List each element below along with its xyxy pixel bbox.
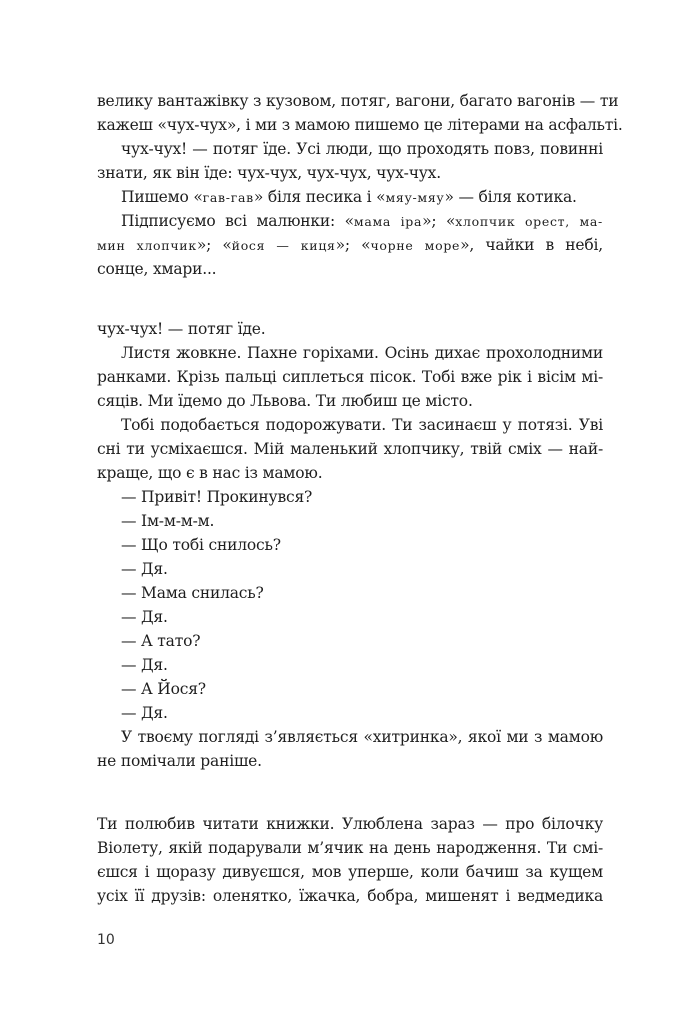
text-run: Пишемо «	[121, 188, 203, 206]
dialogue-line: — Дя.	[121, 560, 168, 578]
text-line: чух-чух! — потяг їде.	[97, 320, 266, 338]
text-line: ранками. Крізь пальці сиплеться пісок. Тобі вже рік і вісім мі-	[97, 368, 603, 386]
dialogue-line: — Мама снилась?	[121, 584, 264, 602]
text-run: » біля песика і «	[253, 188, 386, 206]
page-number: 10	[97, 932, 115, 948]
dialogue-line: — Що тобі снилось?	[121, 536, 281, 554]
text-run: Підписуємо всі малюнки: «	[121, 212, 354, 230]
dialogue-line: — Дя.	[121, 704, 168, 722]
text-line: Листя жовкне. Пахне горіхами. Осінь дихає прохолодними	[121, 344, 603, 362]
text-line	[97, 233, 603, 257]
text-line: сяців. Ми їдемо до Львова. Ти любиш це місто.	[97, 392, 473, 410]
small-caps-run: хлопчик орест, ма-	[455, 214, 603, 229]
text-line: єшся і щоразу дивуєшся, мов уперше, коли бачиш за кущем	[97, 863, 603, 881]
dialogue-line: — Ім-м-м-м.	[121, 512, 215, 530]
dialogue-line: — А тато?	[121, 632, 201, 650]
text-run: »; «	[422, 212, 456, 230]
dialogue-line: — Привіт! Прокинувся?	[121, 488, 313, 506]
text-line: кажеш «чух-чух», і ми з мамою пишемо це літерами на асфальті.	[97, 116, 623, 134]
text-line: У твоєму погляді з’являється «хитринка», якої ми з мамою	[121, 728, 603, 746]
small-caps-run: йося — киця	[231, 238, 336, 253]
dialogue-line: — Дя.	[121, 656, 168, 674]
small-caps-run: чорне море	[370, 238, 461, 253]
small-caps-run: мин хлопчик	[97, 238, 197, 253]
small-caps-run: мама іра	[353, 214, 423, 229]
text-line	[121, 185, 577, 209]
text-line: сні ти усміхаєшся. Мій маленький хлопчику, твій сміх — най-	[97, 440, 603, 458]
text-line: Тобі подобається подорожувати. Ти засинаєш у потязі. Уві	[121, 416, 603, 434]
text-line: не помічали раніше.	[97, 752, 262, 770]
text-line: велику вантажівку з кузовом, потяг, вагони, багато вагонів — ти	[97, 92, 619, 110]
text-line: Ти полюбив читати книжки. Улюблена зараз — про білочку	[97, 815, 603, 833]
text-run: »; «	[196, 236, 232, 254]
text-line: сонце, хмари...	[97, 260, 217, 278]
text-line: знати, як він їде: чух-чух, чух-чух, чух-чух.	[97, 164, 441, 182]
small-caps-run: мяу-мяу	[385, 190, 445, 205]
text-run: »; «	[335, 236, 371, 254]
small-caps-run: гав-гав	[202, 190, 254, 205]
text-line: усіх її друзів: оленятко, їжачка, бобра, мишенят і ведмедика	[97, 887, 603, 905]
text-line	[121, 209, 603, 233]
text-line: Віолету, якій подарували м’ячик на день народження. Ти смі-	[97, 839, 603, 857]
text-line: краще, що є в нас із мамою.	[97, 464, 323, 482]
text-run: » — біля котика.	[444, 188, 577, 206]
text-line: чух-чух! — потяг їде. Усі люди, що проходять повз, повинні	[121, 140, 603, 158]
dialogue-line: — Дя.	[121, 608, 168, 626]
dialogue-line: — А Йося?	[121, 680, 206, 698]
text-run: », чайки в небі,	[460, 236, 603, 254]
